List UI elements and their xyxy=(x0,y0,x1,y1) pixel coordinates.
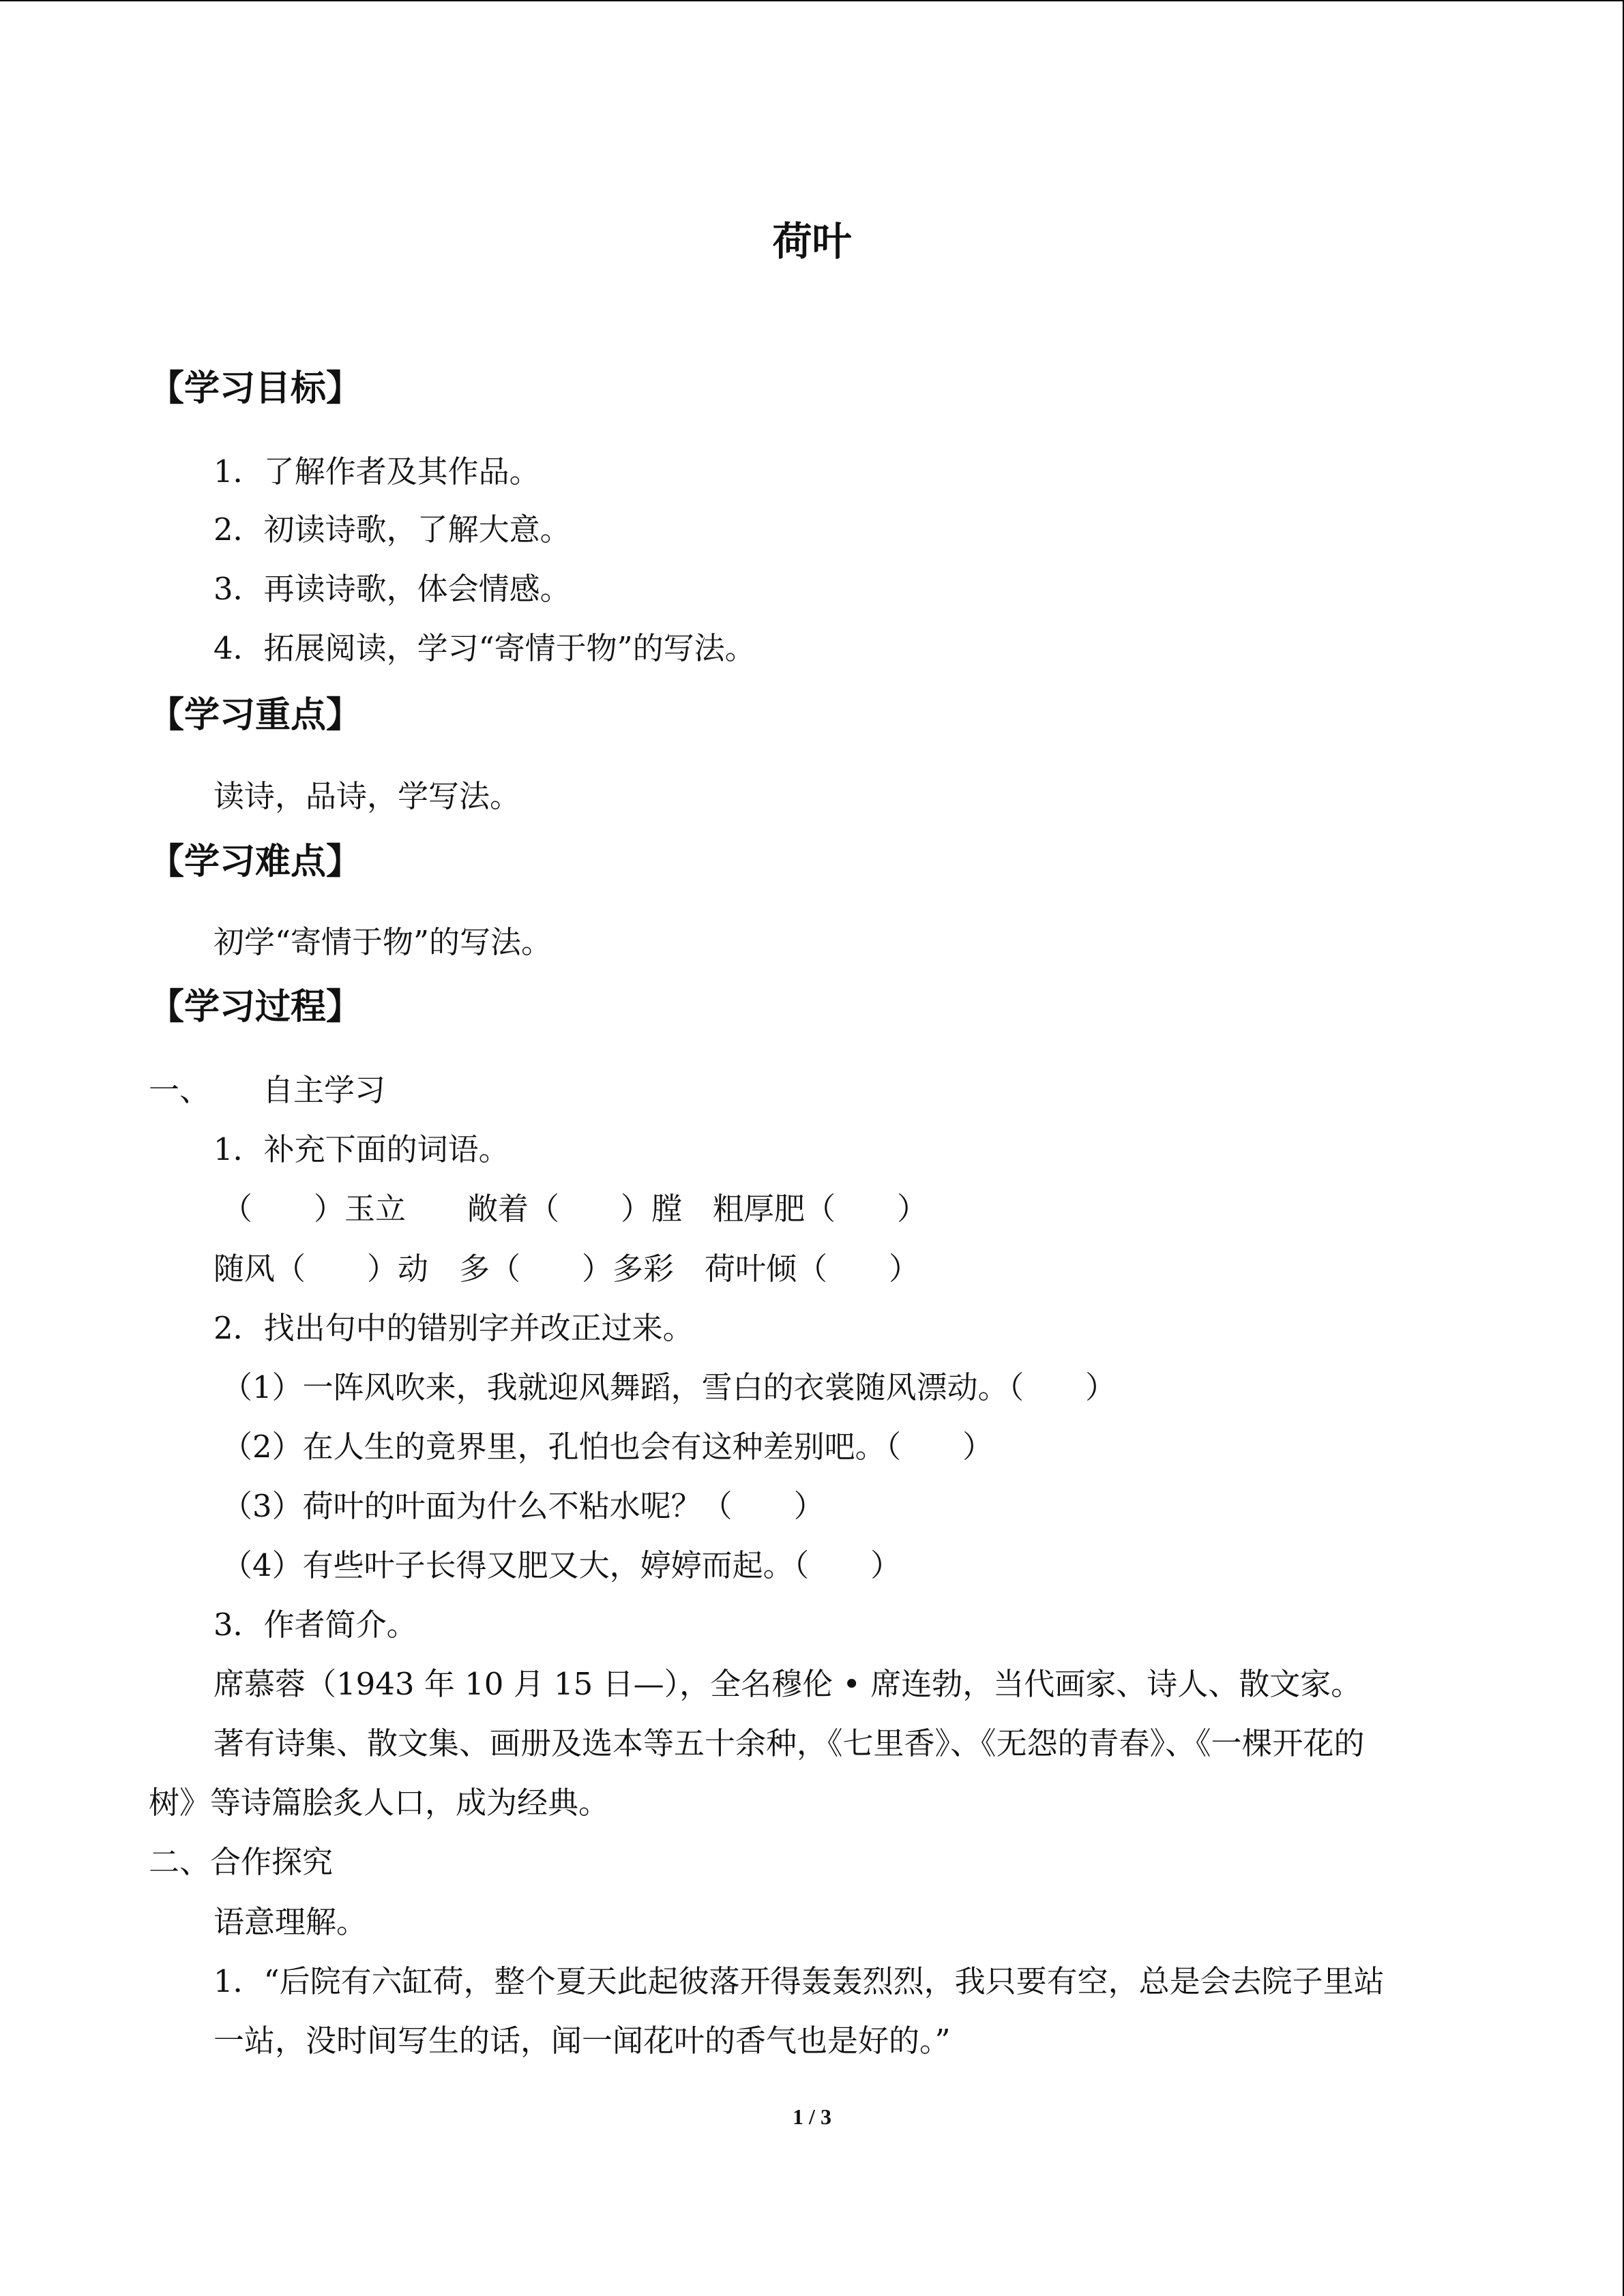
heading-key-points: 【学习重点】 xyxy=(149,695,362,736)
q1-words-row-2: 随风（ ）动 多（ ）多彩 荷叶倾（ ） xyxy=(213,1251,920,1287)
q3-author-line-1: 席慕蓉（1943 年 10 月 15 日—），全名穆伦 • 席连勃，当代画家、诗人、散文家。 xyxy=(213,1666,1362,1702)
q3-author-line-3: 树》等诗篇脍炙人口，成为经典。 xyxy=(149,1785,610,1821)
heading-difficulties: 【学习难点】 xyxy=(149,841,362,882)
q2-item-3: （3）荷叶的叶面为什么不粘水呢？（ ） xyxy=(222,1488,825,1524)
part2-subtitle: 语意理解。 xyxy=(213,1904,368,1940)
page-number: 1 / 3 xyxy=(793,2104,831,2129)
heading-process: 【学习过程】 xyxy=(149,987,362,1028)
q2-prompt: 2．找出句中的错别字并改正过来。 xyxy=(213,1310,694,1346)
heading-learning-goals: 【学习目标】 xyxy=(149,368,362,409)
part2-q1-line-2: 一站，没时间写生的话，闻一闻花叶的香气也是好的。” xyxy=(213,2023,951,2059)
page-title: 荷叶 xyxy=(772,218,852,265)
part1-title: 自主学习 xyxy=(263,1072,386,1108)
goal-item-4: 4．拓展阅读，学习“寄情于物”的写法。 xyxy=(213,630,756,666)
q2-item-2: （2）在人生的竟界里，孔怕也会有这种差别吧。（ ） xyxy=(222,1429,994,1465)
part2-q1-line-1: 1．“后院有六缸荷，整个夏天此起彼落开得轰轰烈烈，我只要有空，总是会去院子里站 xyxy=(213,1963,1385,1999)
q3-prompt: 3．作者简介。 xyxy=(213,1607,417,1643)
difficulties-text: 初学“寄情于物”的写法。 xyxy=(213,924,552,960)
part2-title: 二、合作探究 xyxy=(149,1844,334,1880)
goal-item-2: 2．初读诗歌，了解大意。 xyxy=(213,511,571,548)
q1-words-row-1: （ ）玉立 敞着（ ）膛 粗厚肥（ ） xyxy=(222,1191,928,1227)
q2-item-4: （4）有些叶子长得又肥又大，婷婷而起。（ ） xyxy=(222,1547,902,1583)
goal-item-1: 1．了解作者及其作品。 xyxy=(213,453,540,490)
part1-number: 一、 xyxy=(149,1072,211,1108)
goal-item-3: 3．再读诗歌，体会情感。 xyxy=(213,571,571,607)
q1-prompt: 1．补充下面的词语。 xyxy=(213,1131,510,1167)
q3-author-line-2: 著有诗集、散文集、画册及选本等五十余种，《七里香》、《无怨的青春》、《一棵开花的 xyxy=(213,1725,1365,1761)
q2-item-1: （1）一阵风吹来，我就迎风舞蹈，雪白的衣裳随风漂动。（ ） xyxy=(222,1369,1117,1405)
key-points-text: 读诗，品诗，学写法。 xyxy=(213,778,521,814)
